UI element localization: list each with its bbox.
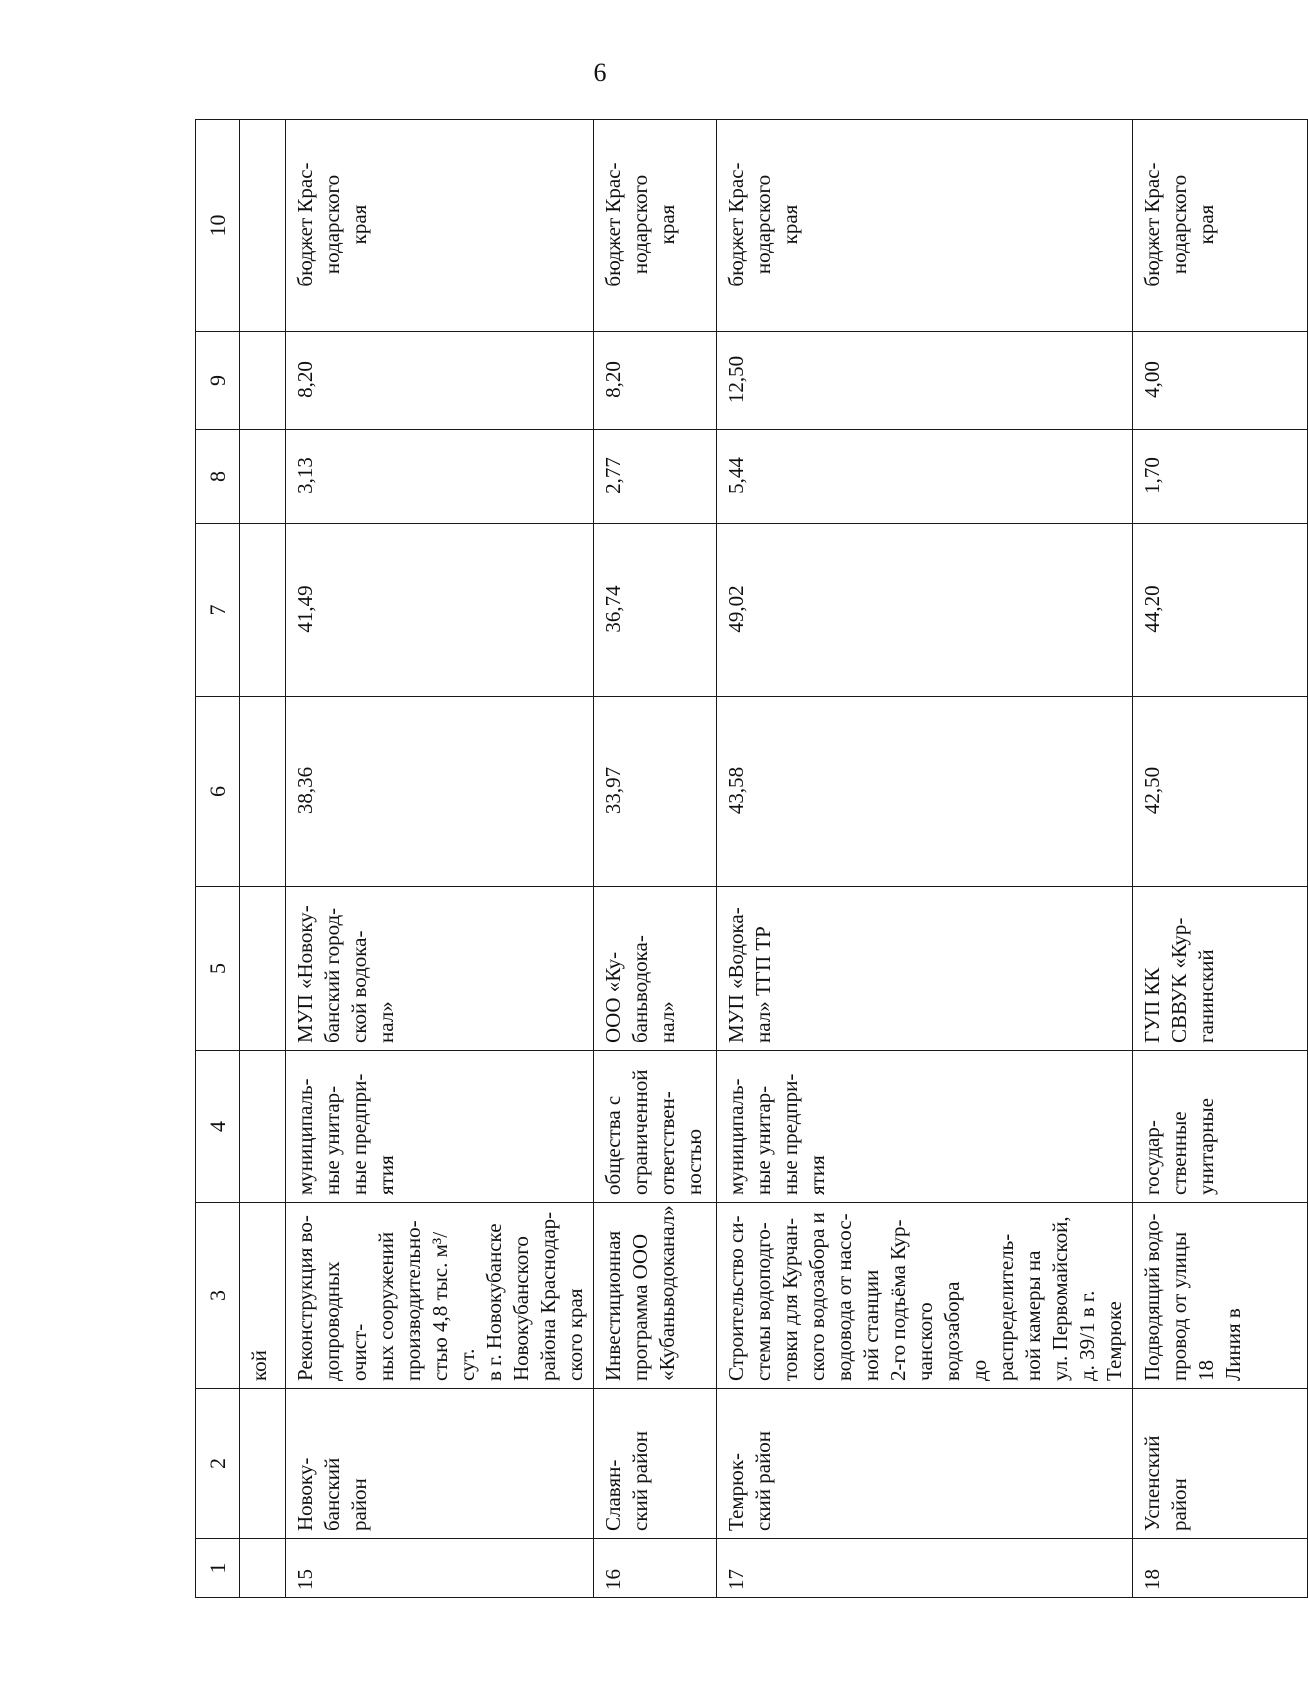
- table-row: [286, 120, 594, 1598]
- column-header-4: 4: [196, 1051, 240, 1203]
- value-cell-8: 1,70: [1133, 430, 1308, 524]
- value-cell-9: 8,20: [286, 332, 594, 430]
- funding-source-cell: бюджет Крас- нодарского края: [717, 120, 1133, 332]
- value-cell-7: 49,02: [717, 524, 1133, 697]
- value-cell-6: 33,97: [594, 697, 717, 887]
- project-cell: Строительство си- стемы водоподго- товки для Курчан- ского водозабора и водовода от насос- ной станции 2-го подъёма Кур- чанского водозабора до распределитель- ной камеры на ул. Первомайской, д. 39/1 в г. Темрюке: [717, 1203, 1133, 1389]
- organization-cell: МУП «Водока- нал» ТГП ТР: [717, 887, 1133, 1051]
- column-header-7: 7: [196, 524, 240, 697]
- district-cell: Новоку- банский район: [286, 1389, 594, 1539]
- district-cell: Славян- ский район: [594, 1389, 717, 1539]
- column-header-2: 2: [196, 1389, 240, 1539]
- column-header-5: 5: [196, 887, 240, 1051]
- value-cell-6: 42,50: [1133, 697, 1308, 887]
- value-cell-8: 5,44: [717, 430, 1133, 524]
- project-cell: Реконструкция во- допроводных очист- ных сооружений производительно- стью 4,8 тыс. м³/сут. в г. Новокубанске Новокубанского района Краснодар- ского края: [286, 1203, 594, 1389]
- value-cell-6: 38,36: [286, 697, 594, 887]
- column-header-10: 10: [196, 120, 240, 332]
- organization-cell: ГУП КК СВВУК «Кур- ганинский: [1133, 887, 1308, 1051]
- column-header-1: 1: [196, 1539, 240, 1598]
- row-number: 18: [1133, 1539, 1308, 1598]
- district-cell: Успенский район: [1133, 1389, 1308, 1539]
- table-row: [717, 120, 1133, 1598]
- org-form-cell: общества с ограниченной ответствен- ностью: [594, 1051, 717, 1203]
- value-cell-7: 41,49: [286, 524, 594, 697]
- rotated-table-wrapper: [195, 120, 1245, 1598]
- value-cell-7: 36,74: [594, 524, 717, 697]
- column-header-3: 3: [196, 1203, 240, 1389]
- organization-cell: МУП «Новоку- банский город- ской водока- нал»: [286, 887, 594, 1051]
- district-cell: Темрюк- ский район: [717, 1389, 1133, 1539]
- org-form-cell: муниципаль- ные унитар- ные предпри- ятия: [286, 1051, 594, 1203]
- value-cell-8: 3,13: [286, 430, 594, 524]
- row-number: 16: [594, 1539, 717, 1598]
- project-cell: Инвестиционная программа ООО «Кубаньводоканал»: [594, 1203, 717, 1389]
- carryover-cell: кой: [240, 1203, 286, 1389]
- value-cell-9: 12,50: [717, 332, 1133, 430]
- funding-source-cell: бюджет Крас- нодарского края: [1133, 120, 1308, 332]
- org-form-cell: государ- ственные унитарные: [1133, 1051, 1308, 1203]
- column-header-6: 6: [196, 697, 240, 887]
- row-number: 17: [717, 1539, 1133, 1598]
- project-cell: Подводящий водо- провод от улицы 18 Линия в: [1133, 1203, 1308, 1389]
- row-number: 15: [286, 1539, 594, 1598]
- column-header-9: 9: [196, 332, 240, 430]
- table-header-row: [196, 120, 240, 1598]
- value-cell-6: 43,58: [717, 697, 1133, 887]
- value-cell-9: 8,20: [594, 332, 717, 430]
- carryover-row: [240, 120, 286, 1598]
- table-row: [594, 120, 717, 1598]
- organization-cell: ООО «Ку- баньводока- нал»: [594, 887, 717, 1051]
- funding-source-cell: бюджет Крас- нодарского края: [286, 120, 594, 332]
- value-cell-9: 4,00: [1133, 332, 1308, 430]
- org-form-cell: муниципаль- ные унитар- ные предпри- ятия: [717, 1051, 1133, 1203]
- page-number: 6: [593, 58, 607, 87]
- table-row: [1133, 120, 1308, 1598]
- data-table: [195, 119, 1308, 1598]
- funding-source-cell: бюджет Крас- нодарского края: [594, 120, 717, 332]
- value-cell-7: 44,20: [1133, 524, 1308, 697]
- value-cell-8: 2,77: [594, 430, 717, 524]
- column-header-8: 8: [196, 430, 240, 524]
